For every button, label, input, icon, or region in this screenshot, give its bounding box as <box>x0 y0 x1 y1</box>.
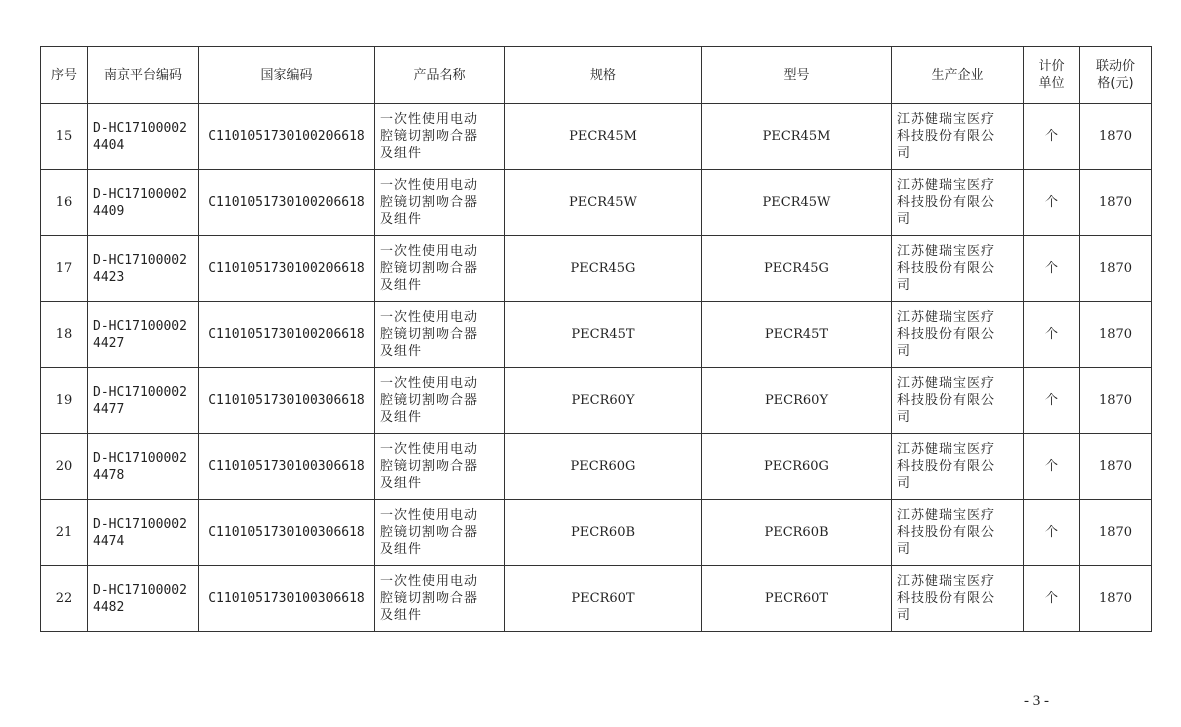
cell-price: 1870 <box>1080 368 1152 434</box>
price-table <box>40 46 1152 632</box>
cell-seq: 22 <box>41 566 88 632</box>
cell-seq: 20 <box>41 434 88 500</box>
cell-national-code: C1101051730100206618 <box>199 104 375 170</box>
cell-seq: 15 <box>41 104 88 170</box>
table-row <box>41 236 1152 302</box>
cell-product-name: 一次性使用电动 腔镜切割吻合器 及组件 <box>375 368 505 434</box>
cell-nanjing-code: D-HC17100002 4427 <box>88 302 199 368</box>
cell-spec: PECR45W <box>505 170 702 236</box>
cell-company: 江苏健瑞宝医疗 科技股份有限公 司 <box>892 434 1024 500</box>
cell-nanjing-code: D-HC17100002 4474 <box>88 500 199 566</box>
cell-spec: PECR60Y <box>505 368 702 434</box>
cell-seq: 18 <box>41 302 88 368</box>
cell-nanjing-code: D-HC17100002 4404 <box>88 104 199 170</box>
table-body <box>41 104 1152 632</box>
cell-price: 1870 <box>1080 236 1152 302</box>
cell-company: 江苏健瑞宝医疗 科技股份有限公 司 <box>892 566 1024 632</box>
cell-company: 江苏健瑞宝医疗 科技股份有限公 司 <box>892 170 1024 236</box>
header-nanjing-code: 南京平台编码 <box>88 47 199 104</box>
cell-product-name: 一次性使用电动 腔镜切割吻合器 及组件 <box>375 500 505 566</box>
cell-product-name: 一次性使用电动 腔镜切割吻合器 及组件 <box>375 302 505 368</box>
cell-model: PECR60G <box>702 434 892 500</box>
table-row <box>41 170 1152 236</box>
cell-unit: 个 <box>1024 104 1080 170</box>
cell-price: 1870 <box>1080 434 1152 500</box>
cell-national-code: C1101051730100306618 <box>199 566 375 632</box>
cell-price: 1870 <box>1080 566 1152 632</box>
header-spec: 规格 <box>505 47 702 104</box>
cell-spec: PECR45M <box>505 104 702 170</box>
cell-model: PECR60Y <box>702 368 892 434</box>
cell-company: 江苏健瑞宝医疗 科技股份有限公 司 <box>892 368 1024 434</box>
page-number: - 3 - <box>1024 693 1049 709</box>
cell-price: 1870 <box>1080 170 1152 236</box>
cell-national-code: C1101051730100206618 <box>199 302 375 368</box>
table-row <box>41 500 1152 566</box>
cell-nanjing-code: D-HC17100002 4477 <box>88 368 199 434</box>
table-header-row <box>41 47 1152 104</box>
table-row <box>41 434 1152 500</box>
cell-unit: 个 <box>1024 170 1080 236</box>
cell-product-name: 一次性使用电动 腔镜切割吻合器 及组件 <box>375 236 505 302</box>
cell-seq: 17 <box>41 236 88 302</box>
cell-model: PECR45T <box>702 302 892 368</box>
cell-seq: 21 <box>41 500 88 566</box>
cell-model: PECR60T <box>702 566 892 632</box>
cell-unit: 个 <box>1024 236 1080 302</box>
cell-model: PECR45G <box>702 236 892 302</box>
header-price: 联动价 格(元) <box>1080 47 1152 104</box>
cell-spec: PECR60T <box>505 566 702 632</box>
header-national-code: 国家编码 <box>199 47 375 104</box>
cell-model: PECR45W <box>702 170 892 236</box>
cell-national-code: C1101051730100306618 <box>199 500 375 566</box>
cell-unit: 个 <box>1024 368 1080 434</box>
cell-seq: 19 <box>41 368 88 434</box>
table-row <box>41 104 1152 170</box>
cell-model: PECR45M <box>702 104 892 170</box>
table-row <box>41 566 1152 632</box>
table-row <box>41 302 1152 368</box>
table-row <box>41 368 1152 434</box>
cell-model: PECR60B <box>702 500 892 566</box>
cell-price: 1870 <box>1080 104 1152 170</box>
header-unit: 计价 单位 <box>1024 47 1080 104</box>
cell-seq: 16 <box>41 170 88 236</box>
header-model: 型号 <box>702 47 892 104</box>
cell-spec: PECR45T <box>505 302 702 368</box>
header-company: 生产企业 <box>892 47 1024 104</box>
cell-product-name: 一次性使用电动 腔镜切割吻合器 及组件 <box>375 434 505 500</box>
cell-national-code: C1101051730100306618 <box>199 368 375 434</box>
cell-nanjing-code: D-HC17100002 4409 <box>88 170 199 236</box>
cell-unit: 个 <box>1024 500 1080 566</box>
cell-company: 江苏健瑞宝医疗 科技股份有限公 司 <box>892 500 1024 566</box>
cell-spec: PECR45G <box>505 236 702 302</box>
cell-price: 1870 <box>1080 500 1152 566</box>
cell-company: 江苏健瑞宝医疗 科技股份有限公 司 <box>892 302 1024 368</box>
cell-company: 江苏健瑞宝医疗 科技股份有限公 司 <box>892 104 1024 170</box>
header-seq: 序号 <box>41 47 88 104</box>
cell-product-name: 一次性使用电动 腔镜切割吻合器 及组件 <box>375 104 505 170</box>
cell-national-code: C1101051730100206618 <box>199 236 375 302</box>
cell-unit: 个 <box>1024 566 1080 632</box>
cell-national-code: C1101051730100306618 <box>199 434 375 500</box>
header-product-name: 产品名称 <box>375 47 505 104</box>
cell-national-code: C1101051730100206618 <box>199 170 375 236</box>
cell-unit: 个 <box>1024 434 1080 500</box>
cell-nanjing-code: D-HC17100002 4423 <box>88 236 199 302</box>
cell-price: 1870 <box>1080 302 1152 368</box>
cell-spec: PECR60B <box>505 500 702 566</box>
cell-product-name: 一次性使用电动 腔镜切割吻合器 及组件 <box>375 566 505 632</box>
cell-product-name: 一次性使用电动 腔镜切割吻合器 及组件 <box>375 170 505 236</box>
cell-unit: 个 <box>1024 302 1080 368</box>
cell-nanjing-code: D-HC17100002 4478 <box>88 434 199 500</box>
cell-spec: PECR60G <box>505 434 702 500</box>
cell-nanjing-code: D-HC17100002 4482 <box>88 566 199 632</box>
cell-company: 江苏健瑞宝医疗 科技股份有限公 司 <box>892 236 1024 302</box>
